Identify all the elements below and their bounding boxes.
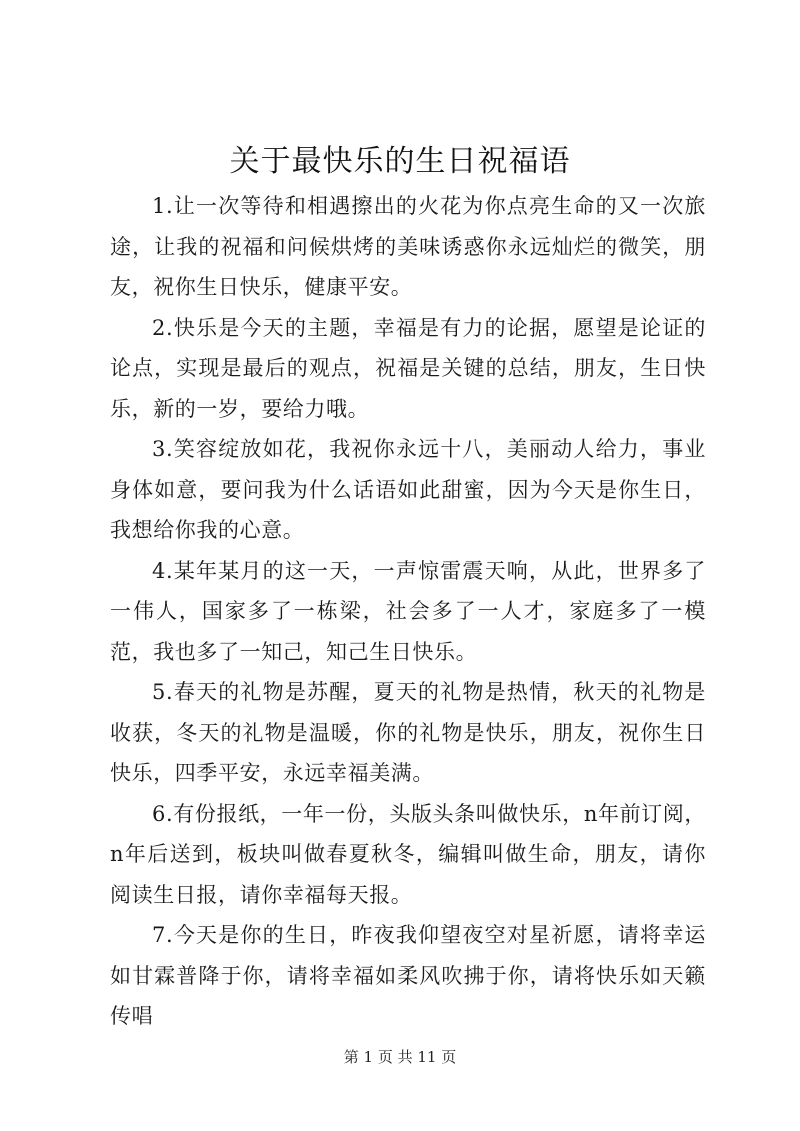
document-title: 关于最快乐的生日祝福语 [229,144,571,179]
document-body [110,186,706,1037]
page-number-footer: 第 1 页 共 11 页 [343,1048,457,1066]
paragraph-1: 1.让一次等待和相遇擦出的火花为你点亮生命的又一次旅途，让我的祝福和问候烘烤的美味诱惑你永远灿烂的微笑，朋友，祝你生日快乐，健康平安。 [110,194,706,299]
paragraph-7: 7.今天是你的生日，昨夜我仰望夜空对星祈愿，请将幸运如甘霖普降于你，请将幸福如柔风吹拂于你，请将快乐如天籁传唱 [110,923,706,1028]
paragraph-5: 5.春天的礼物是苏醒，夏天的礼物是热情，秋天的礼物是收获，冬天的礼物是温暖，你的礼物是快乐，朋友，祝你生日快乐，四季平安，永远幸福美满。 [110,680,706,785]
paragraph-4: 4.某年某月的这一天，一声惊雷震天响，从此，世界多了一伟人，国家多了一栋梁，社会多了一人才，家庭多了一模范，我也多了一知己，知己生日快乐。 [110,558,706,664]
paragraph-6: 6.有份报纸，一年一份，头版头条叫做快乐，n年前订阅，n年后送到，板块叫做春夏秋冬，编辑叫做生命，朋友，请你阅读生日报，请你幸福每天报。 [110,801,706,907]
paragraph-3: 3.笑容绽放如花，我祝你永远十八，美丽动人给力，事业身体如意，要问我为什么话语如此甜蜜，因为今天是你生日，我想给你我的心意。 [110,437,706,542]
paragraph-2: 2.快乐是今天的主题，幸福是有力的论据，愿望是论证的论点，实现是最后的观点，祝福是关键的总结，朋友，生日快乐，新的一岁，要给力哦。 [110,315,706,421]
